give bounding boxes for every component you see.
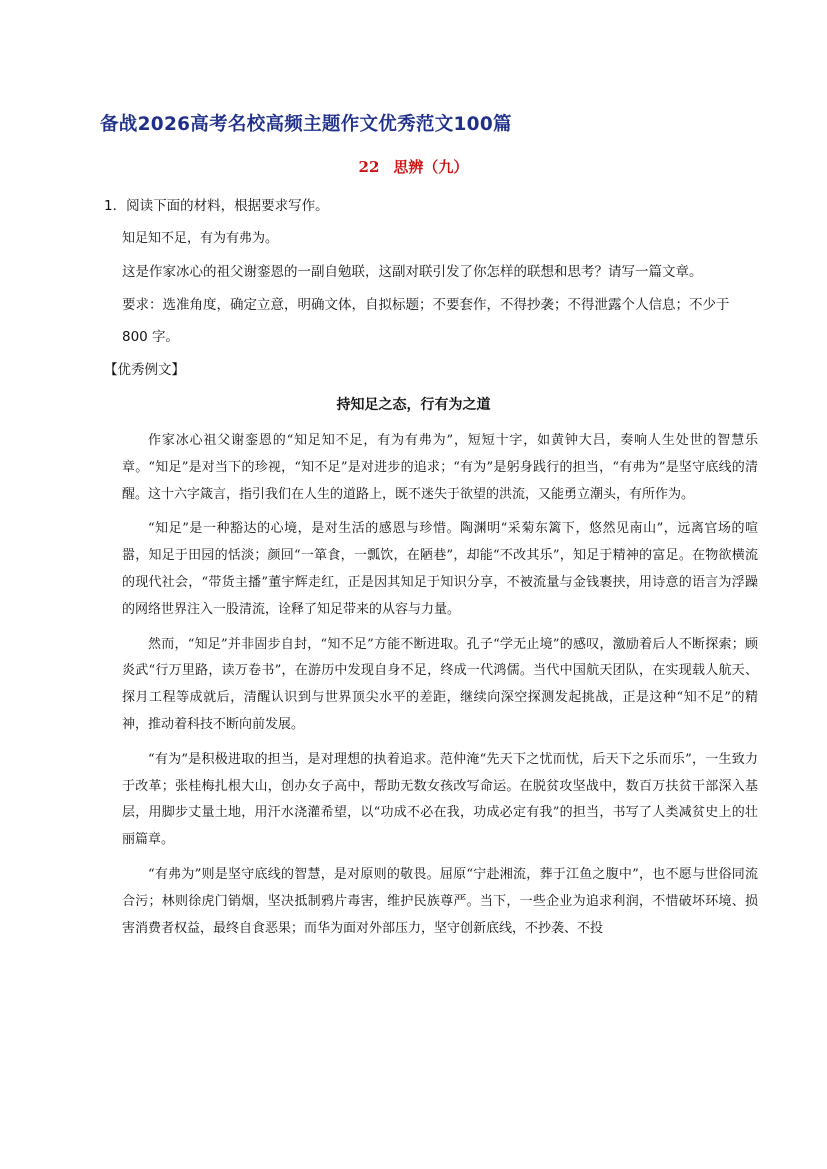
- series-title: 备战2026高考名校高频主题作文优秀范文100篇: [100, 114, 512, 135]
- chapter-number: 22: [358, 158, 380, 176]
- question-material: 这是作家冰心的祖父谢銮恩的一副自勉联，这副对联引发了你怎样的联想和思考？请写一篇文章。: [122, 264, 703, 280]
- essay-paragraph: 然而，“知足”并非固步自封，“知不足”方能不断进取。孔子“学无止境”的感叹，激励着后人不断探索；顾炎武“行万里路，读万卷书”，在游历中发现自身不足，终成一代鸿儒。当代中国航天团队，在实现载人航天、探月工程等成就后，清醒认识到与世界顶尖水平的差距，继续向深空探测发起挑战，正是这种“知不足”的精神，推动着科技不断向前发展。: [122, 636, 758, 732]
- question-requirement-line1: 要求：选准角度，确定立意，明确文体，自拟标题；不要套作，不得抄袭；不得泄露个人信息；不少于: [122, 297, 730, 313]
- chapter-name: 思辨（九）: [393, 158, 469, 176]
- essay-body: [122, 428, 758, 950]
- essay-paragraph: “知足”是一种豁达的心境，是对生活的感恩与珍惜。陶渊明“采菊东篱下，悠然见南山”，远离官场的喧嚣，知足于田园的恬淡；颜回“一箪食，一瓢饮，在陋巷”，却能“不改其乐”，知足于精神的富足。在物欲横流的现代社会，“带货主播”董宇辉走红，正是因其知足于知识分享，不被流量与金钱裹挟，用诗意的语言为浮躁的网络世界注入一股清流，诠释了知足带来的从容与力量。: [122, 521, 758, 617]
- chapter-title: [0, 156, 827, 177]
- example-section-label: 【优秀例文】: [104, 362, 185, 378]
- essay-paragraph: “有弗为”则是坚守底线的智慧，是对原则的敬畏。屈原“宁赴湘流，葬于江鱼之腹中”，也不愿与世俗同流合污；林则徐虎门销烟，坚决抵制鸦片毒害，维护民族尊严。当下，一些企业为追求利润，不惜破坏环境、损害消费者权益，最终自食恶果；而华为面对外部压力，坚守创新底线，不抄袭、不投: [122, 866, 758, 936]
- essay-title: 持知足之态，行有为之道: [336, 397, 491, 413]
- essay-paragraph: “有为”是积极进取的担当，是对理想的执着追求。范仲淹“先天下之忧而忧，后天下之乐而乐”，一生致力于改革；张桂梅扎根大山，创办女子高中，帮助无数女孩改写命运。在脱贫攻坚战中，数百万扶贫干部深入基层，用脚步丈量土地，用汗水浇灌希望，以“功成不必在我，功成必定有我”的担当，书写了人类减贫史上的壮丽篇章。: [122, 751, 758, 848]
- question-quote: 知足知不足，有为有弗为。: [122, 231, 279, 246]
- essay-paragraph: 作家冰心祖父谢銮恩的“知足知不足，有为有弗为”，短短十字，如黄钟大吕，奏响人生处世的智慧乐章。“知足”是对当下的珍视，“知不足”是对进步的追求；“有为”是躬身践行的担当，“有弗为”是坚守底线的清醒。这十六字箴言，指引我们在人生的道路上，既不迷失于欲望的洪流，又能勇立潮头，有所作为。: [122, 433, 758, 502]
- question-requirement-line2: 800 字。: [122, 329, 180, 345]
- question-prompt: 1．阅读下面的材料，根据要求写作。: [104, 198, 329, 214]
